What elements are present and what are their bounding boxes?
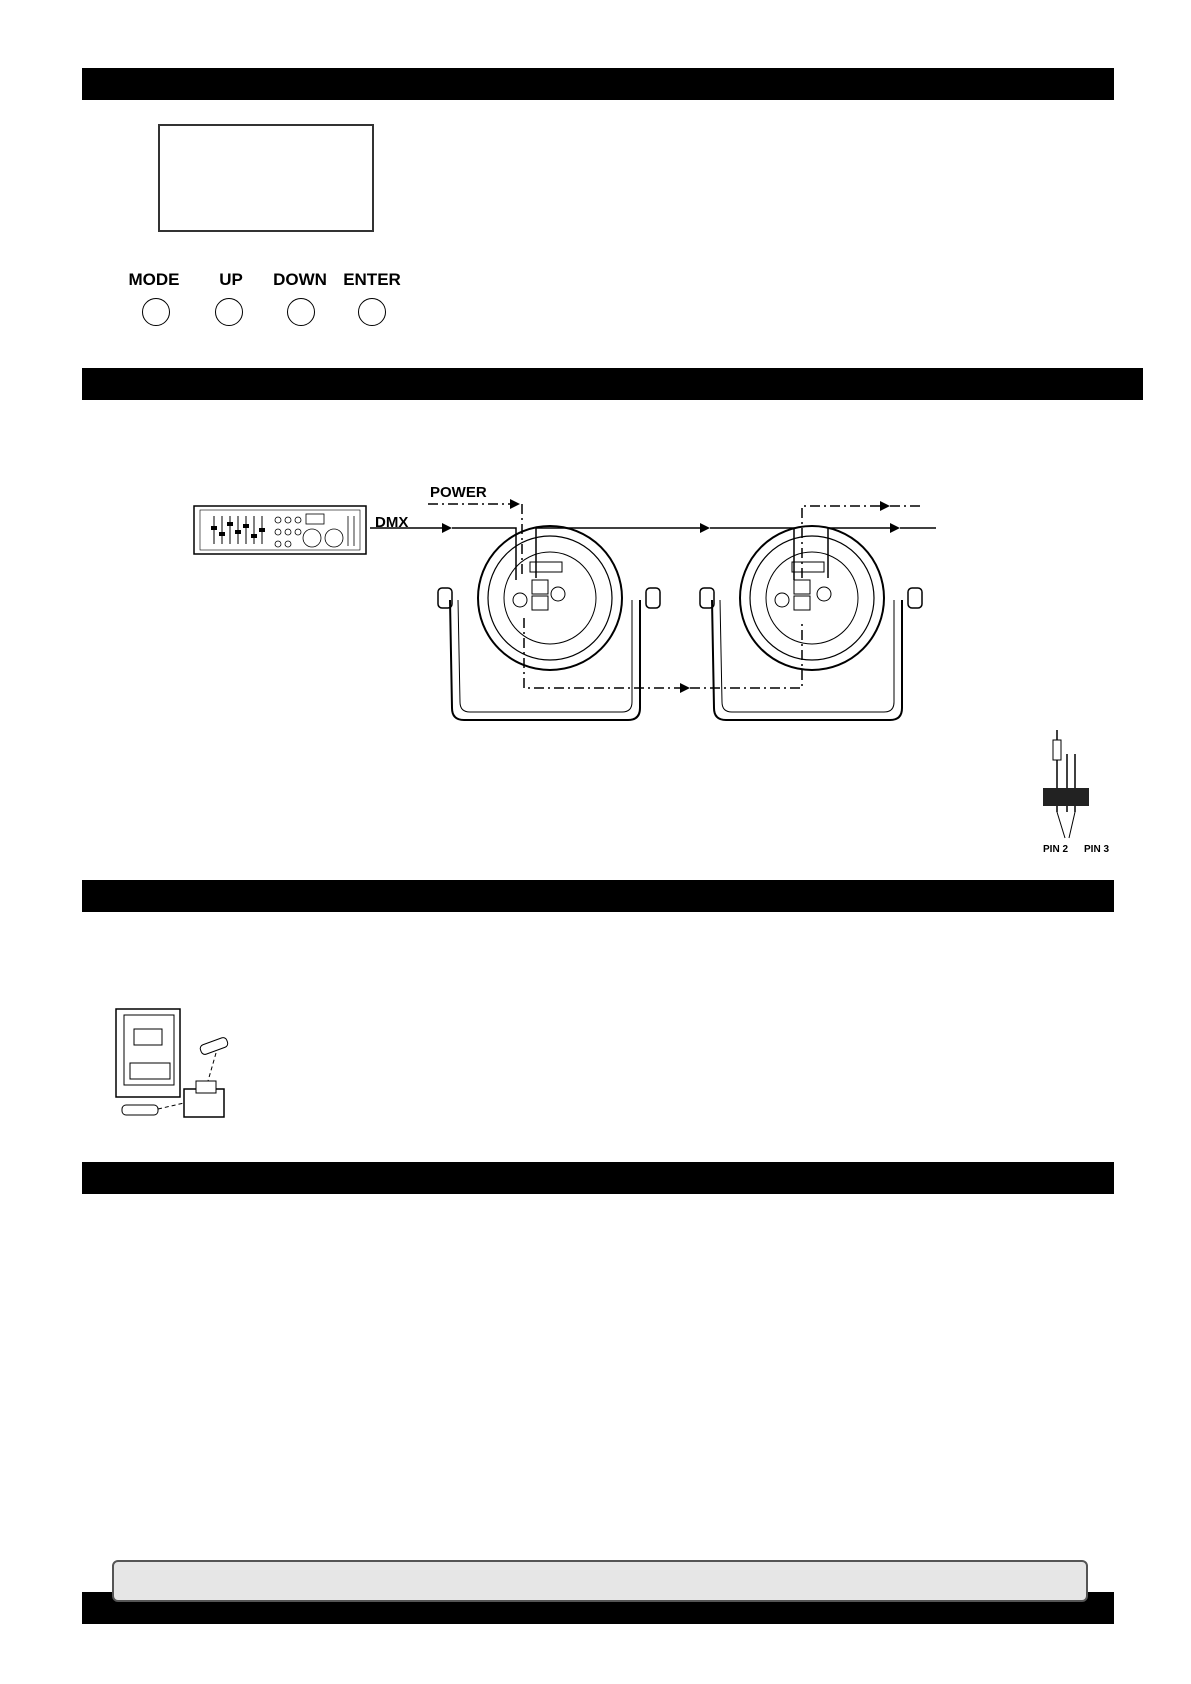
pin3-label: PIN 3 <box>1084 844 1110 855</box>
up-button[interactable] <box>215 298 243 326</box>
enter-button[interactable] <box>358 298 386 326</box>
section-header-bar-2 <box>82 368 1143 400</box>
fuse-holder-icon <box>112 1005 252 1123</box>
down-button[interactable] <box>287 298 315 326</box>
dmx-connection-diagram <box>180 470 940 780</box>
dmx-terminator-icon <box>1035 726 1095 844</box>
fixture-1-icon <box>438 526 660 720</box>
section-header-bar-3 <box>82 880 1114 912</box>
dmx-label: DMX <box>375 514 409 531</box>
mode-button[interactable] <box>142 298 170 326</box>
up-button-label: UP <box>219 270 243 289</box>
dmx-controller-icon <box>194 506 366 554</box>
mode-button-label: MODE <box>128 270 180 289</box>
enter-button-label: ENTER <box>343 270 401 289</box>
pin2-label: PIN 2 <box>1043 844 1069 855</box>
lcd-display <box>158 124 374 232</box>
power-label: POWER <box>430 484 487 501</box>
down-button-label: DOWN <box>273 270 327 289</box>
section-header-bar-4 <box>82 1162 1114 1194</box>
section-header-bar-1 <box>82 68 1114 100</box>
note-box <box>112 1560 1088 1602</box>
fixture-2-icon <box>700 526 922 720</box>
